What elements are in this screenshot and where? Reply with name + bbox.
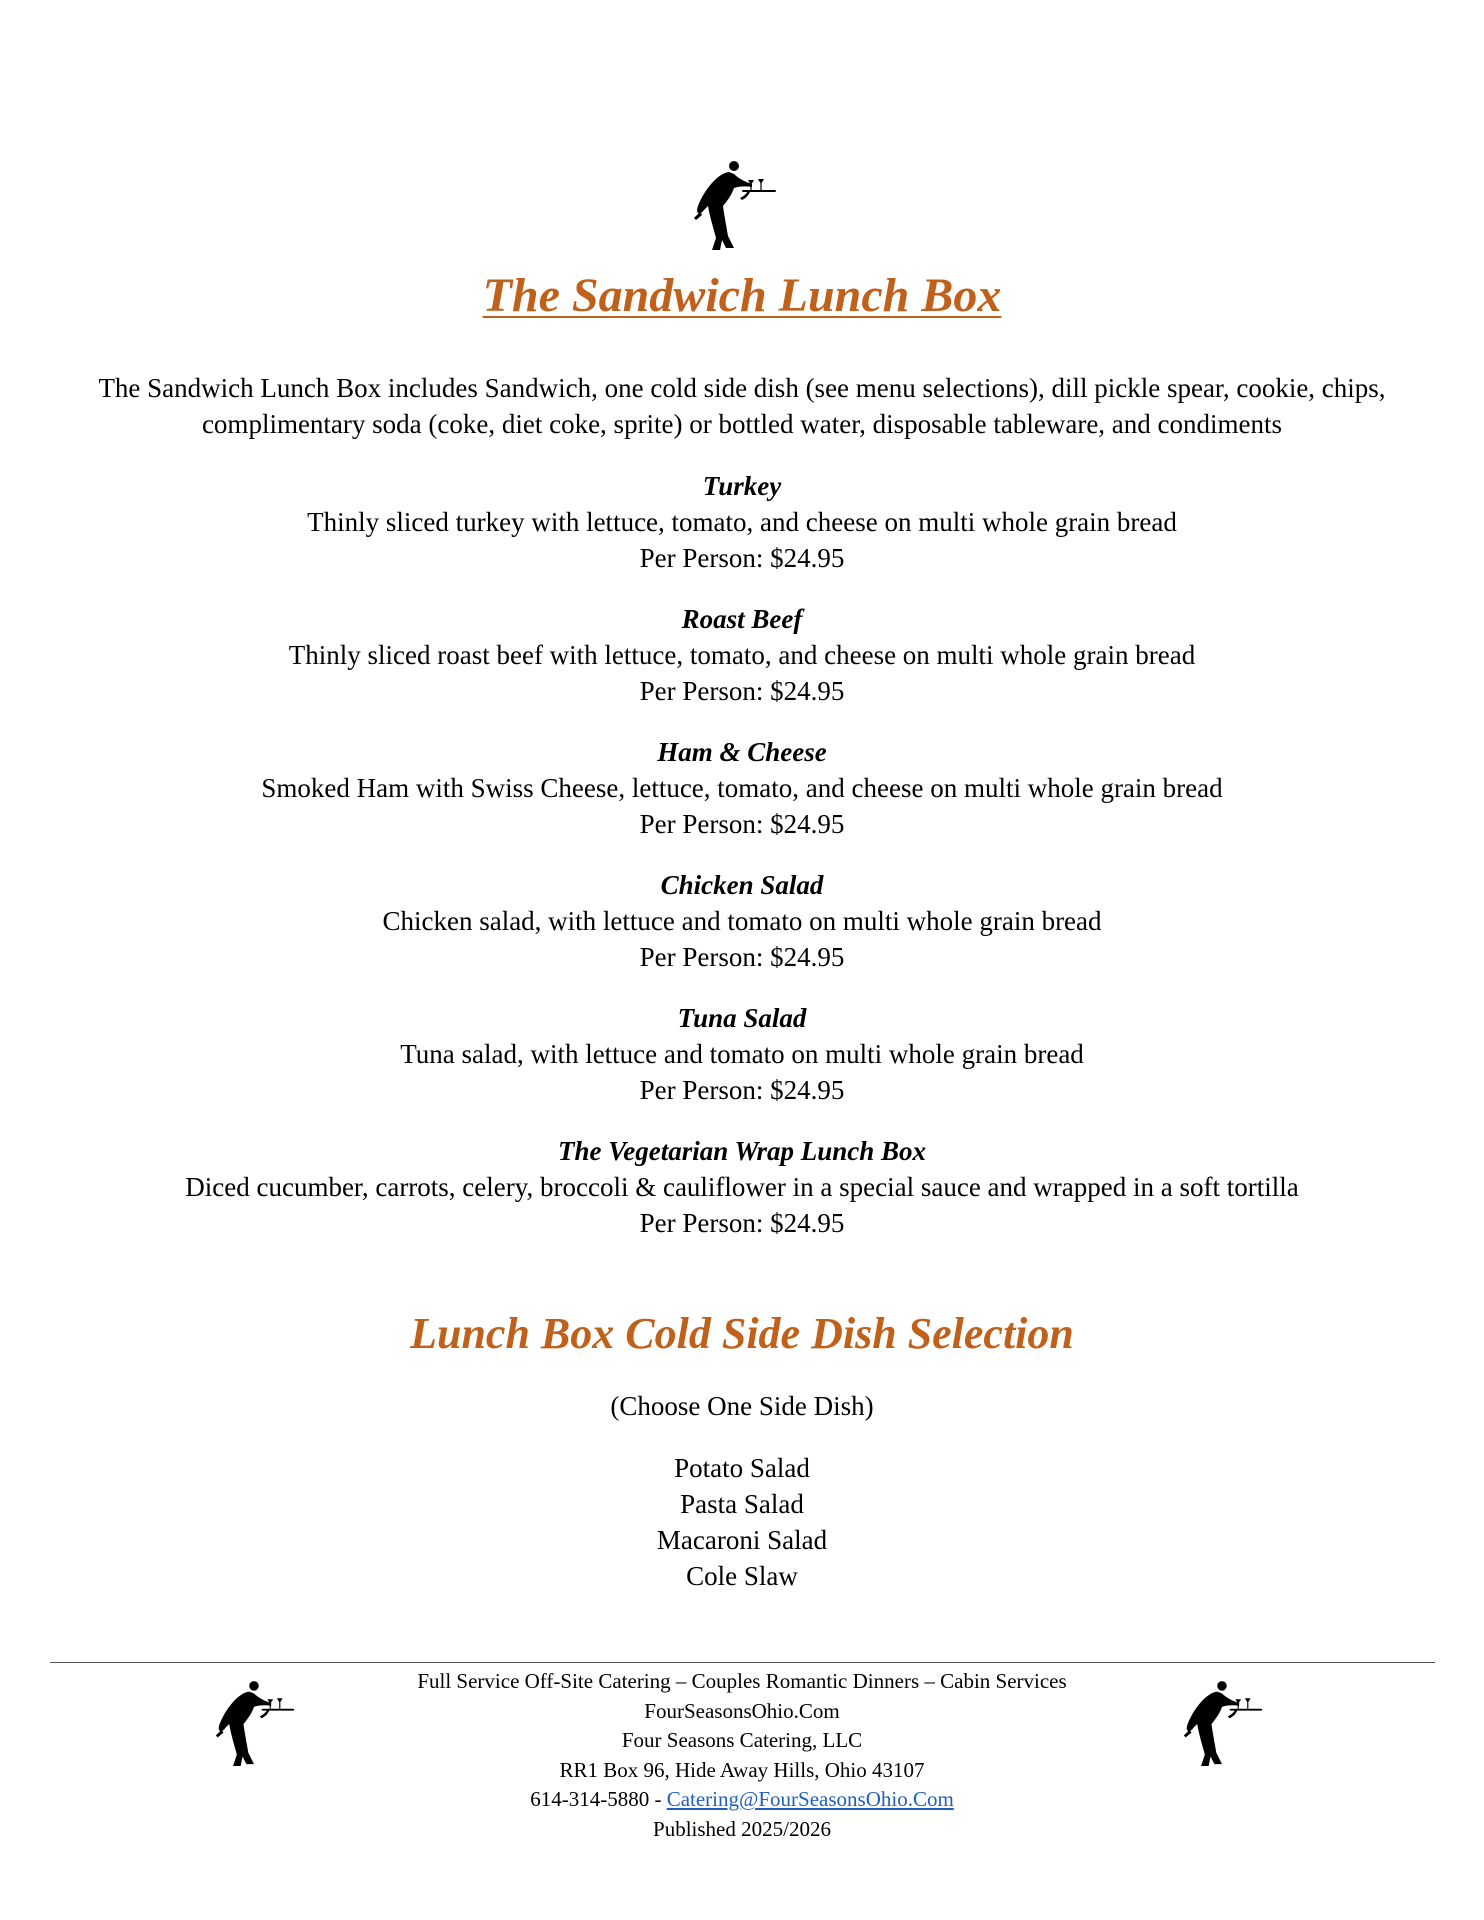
item-name: The Vegetarian Wrap Lunch Box: [557, 1136, 927, 1166]
footer-phone: 614-314-5880: [530, 1787, 650, 1811]
item-description: Diced cucumber, carrots, celery, broccoli & cauliflower in a special sauce and wrapped in a soft tortilla: [185, 1172, 1299, 1202]
item-description: Thinly sliced turkey with lettuce, tomato, and cheese on multi whole grain bread: [307, 507, 1177, 537]
side-dish-option: Pasta Salad: [680, 1489, 804, 1519]
menu-item: [0, 1000, 1484, 1108]
item-description: Tuna salad, with lettuce and tomato on multi whole grain bread: [400, 1039, 1084, 1069]
menu-item: [0, 867, 1484, 975]
item-name: Tuna Salad: [677, 1003, 807, 1033]
footer-divider: [50, 1662, 1435, 1663]
footer-email-link[interactable]: Catering@FourSeasonsOhio.Com: [666, 1787, 954, 1811]
menu-items: [0, 468, 1484, 1266]
item-price: Per Person: $24.95: [639, 942, 845, 972]
menu-item: [0, 1133, 1484, 1241]
item-price: Per Person: $24.95: [639, 1208, 845, 1238]
item-description: Smoked Ham with Swiss Cheese, lettuce, tomato, and cheese on multi whole grain bread: [261, 773, 1223, 803]
item-price: Per Person: $24.95: [639, 676, 845, 706]
side-dish-option: Cole Slaw: [686, 1561, 798, 1591]
side-dish-option: Potato Salad: [674, 1453, 810, 1483]
item-name: Chicken Salad: [660, 870, 824, 900]
side-dish-list: [0, 1450, 1484, 1594]
item-name: Ham & Cheese: [657, 737, 827, 767]
page-title: The Sandwich Lunch Box: [482, 269, 1002, 322]
footer-company: Four Seasons Catering, LLC: [621, 1728, 863, 1752]
footer-address: RR1 Box 96, Hide Away Hills, Ohio 43107: [559, 1757, 925, 1782]
item-description: Thinly sliced roast beef with lettuce, tomato, and cheese on multi whole grain bread: [288, 640, 1196, 670]
menu-item: [0, 734, 1484, 842]
menu-item: [0, 601, 1484, 709]
item-description: Chicken salad, with lettuce and tomato on multi whole grain bread: [382, 906, 1102, 936]
footer-separator: -: [649, 1787, 667, 1811]
item-price: Per Person: $24.95: [639, 809, 845, 839]
footer-services: Full Service Off-Site Catering – Couples Romantic Dinners – Cabin Services: [417, 1669, 1067, 1693]
footer-contact: [0, 1785, 1484, 1815]
footer-published: Published 2025/2026: [653, 1816, 831, 1841]
menu-item: [0, 468, 1484, 576]
item-name: Turkey: [702, 471, 782, 501]
item-price: Per Person: $24.95: [639, 543, 845, 573]
side-dish-option: Macaroni Salad: [656, 1525, 828, 1555]
item-name: Roast Beef: [681, 604, 803, 634]
side-dish-note: (Choose One Side Dish): [610, 1391, 874, 1421]
footer-website: FourSeasonsOhio.Com: [644, 1698, 840, 1723]
item-price: Per Person: $24.95: [639, 1075, 845, 1105]
waiter-with-tray-icon: [690, 160, 778, 254]
intro-paragraph: The Sandwich Lunch Box includes Sandwich, one cold side dish (see menu selections), dill pickle spear, cookie, chips, complimentary soda (coke, diet coke, sprite) or bottled water, disposable tableware, and condiments: [98, 373, 1386, 439]
side-dish-title: Lunch Box Cold Side Dish Selection: [410, 1309, 1074, 1358]
footer: [0, 1667, 1484, 1844]
